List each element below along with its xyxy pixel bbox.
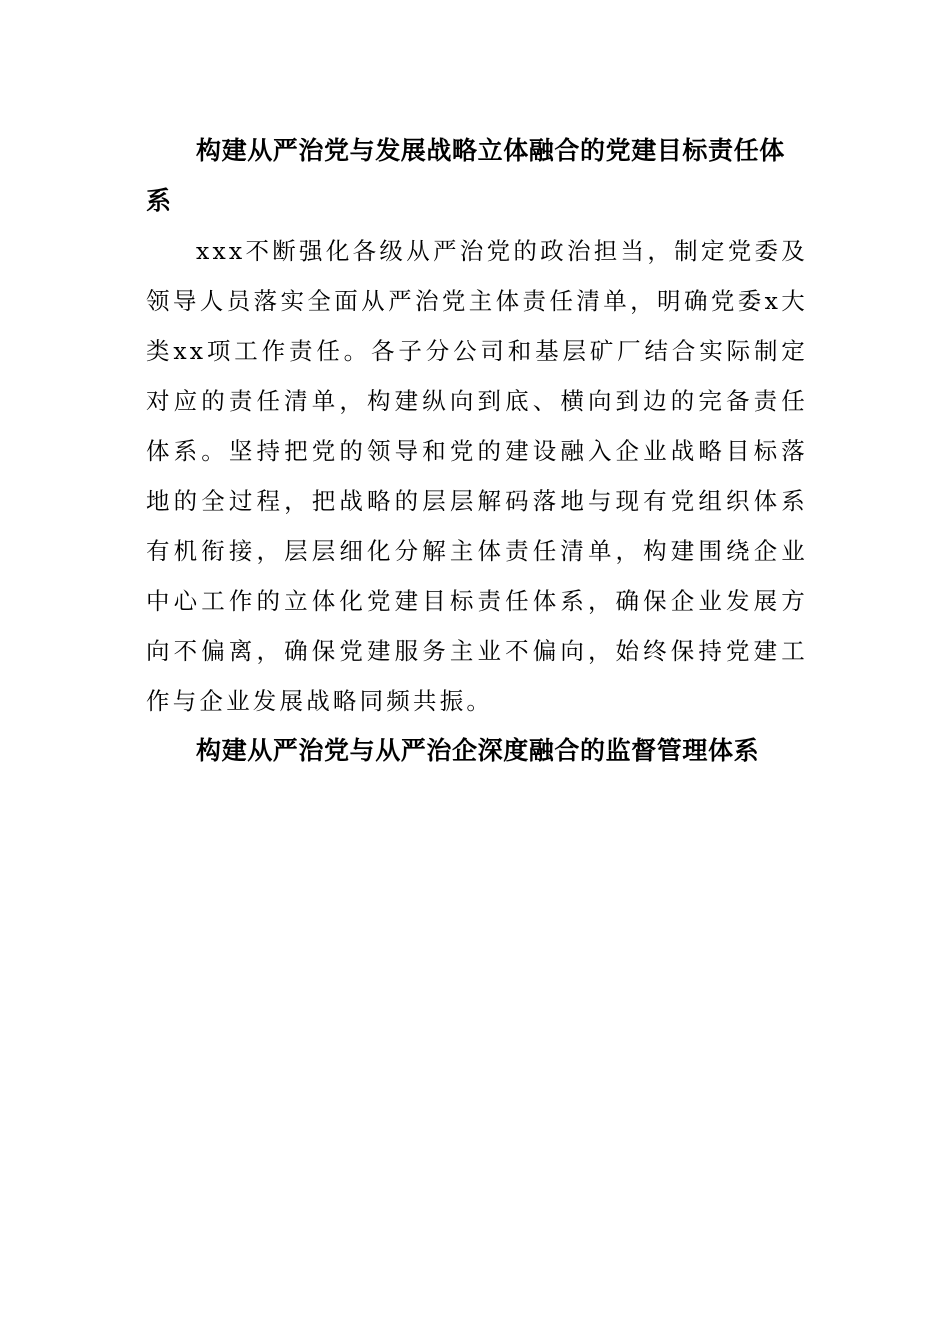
section-1-title: 构建从严治党与发展战略立体融合的党建目标责任体系	[146, 136, 785, 215]
document-page	[146, 126, 808, 776]
section-1-body: xxx不断强化各级从严治党的政治担当，制定党委及领导人员落实全面从严治党主体责任清单，明确党委x大类xx项工作责任。各子分公司和基层矿厂结合实际制定对应的责任清单，构建纵向到底、横向到边的完备责任体系。坚持把党的领导和党的建设融入企业战略目标落地的全过程，把战略的层层解码落地与现有党组织体系有机衔接，层层细化分解主体责任清单，构建围绕企业中心工作的立体化党建目标责任体系，确保企业发展方向不偏离，确保党建服务主业不偏向，始终保持党建工作与企业发展战略同频共振。	[146, 237, 808, 715]
section-2-title: 构建从严治党与从严治企深度融合的监督管理体系	[196, 736, 760, 765]
